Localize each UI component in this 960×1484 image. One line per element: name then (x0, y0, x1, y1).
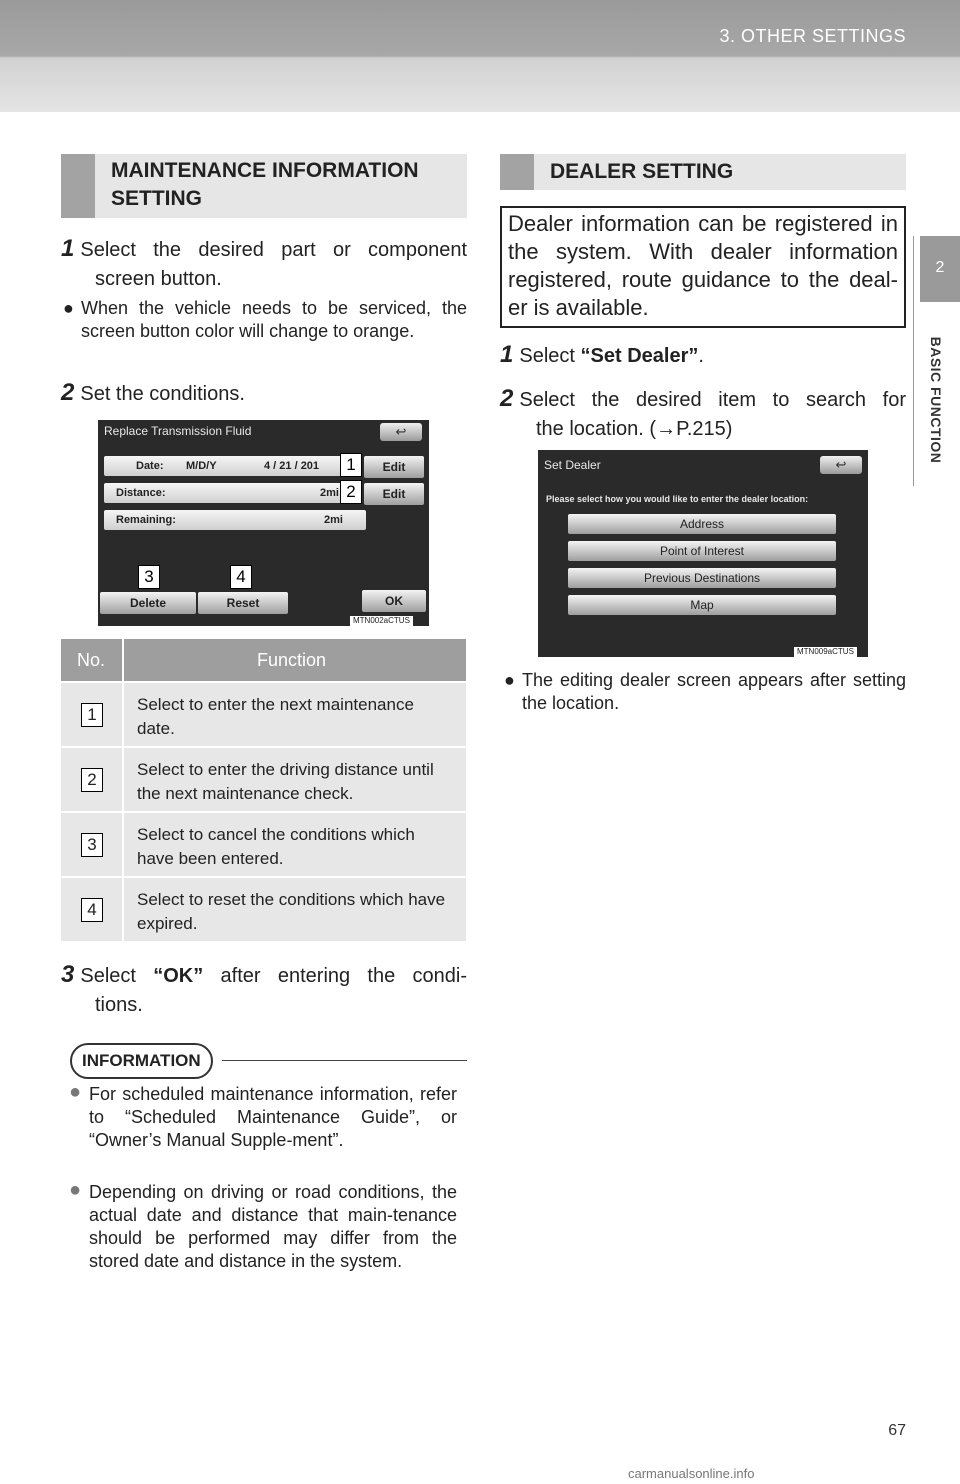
image-code: MTN009aCTUS (794, 647, 857, 657)
column-divider (122, 639, 124, 681)
bullet-text: When the vehicle needs to be serviced, the screen button color will change to orange. (81, 298, 467, 341)
delete-button[interactable]: Delete (100, 592, 196, 614)
ok-button[interactable]: OK (362, 590, 426, 612)
column-divider (122, 748, 124, 811)
bullet-icon: ● (504, 670, 515, 690)
date-value: 4 / 21 / 201 (264, 460, 320, 472)
remaining-label: Remaining: (116, 514, 176, 526)
image-code: MTN002aCTUS (350, 616, 413, 626)
previous-destinations-button[interactable]: Previous Destinations (568, 568, 836, 588)
step-1 (61, 234, 467, 294)
step-number: 1 (61, 235, 75, 262)
bullet-note (504, 669, 906, 715)
table-row (61, 746, 466, 811)
table-header (61, 639, 466, 681)
bullet-text: The editing dealer screen appears after setting the location. (522, 670, 906, 713)
callout-marker: 2 (340, 480, 362, 504)
back-icon[interactable]: ↩ (380, 423, 422, 441)
page-header (0, 0, 960, 112)
row-number: 3 (81, 833, 103, 857)
step-number: 2 (500, 385, 514, 412)
column-divider (122, 878, 124, 941)
section-title-line2: SETTING (111, 187, 203, 210)
step-text-cont: tions. (95, 994, 143, 1016)
step-text: Set the conditions. (80, 383, 245, 405)
row-number: 4 (81, 898, 103, 922)
distance-value: 2mi (320, 487, 339, 499)
side-tab-text: BASIC FUNCTION (928, 336, 944, 464)
watermark: carmanualsonline.info (628, 1466, 755, 1481)
screen-title: Replace Transmission Fluid (104, 424, 252, 438)
bullet-icon: ● (69, 1179, 82, 1201)
row-number: 2 (81, 768, 103, 792)
remaining-field (104, 510, 366, 530)
header-no: No. (77, 650, 106, 670)
info-item (69, 1179, 457, 1273)
section-marker (500, 154, 534, 190)
bullet-icon: ● (69, 1081, 82, 1103)
row-function: Select to enter the driving distance until the next maintenance check. (137, 760, 434, 803)
step-text: after entering the condi- (203, 965, 467, 987)
callout-marker: 3 (138, 565, 160, 589)
step-1 (500, 340, 906, 371)
step-text-cont: the location. (→P.215) (536, 418, 733, 440)
address-button[interactable]: Address (568, 514, 836, 534)
callout-marker: 1 (340, 453, 362, 477)
page-number: 67 (888, 1422, 906, 1439)
side-divider (913, 236, 914, 486)
row-function: Select to reset the conditions which have expired. (137, 890, 446, 933)
section-title: DEALER SETTING (550, 160, 734, 183)
bullet-note (63, 297, 467, 343)
section-marker (61, 154, 95, 218)
reset-button[interactable]: Reset (198, 592, 288, 614)
side-tab-number: 2 (920, 236, 960, 302)
table-row (61, 681, 466, 746)
dealer-intro-box: Dealer information can be registered in the system. With dealer information registered, route guidance to the deal-er is available. (500, 206, 906, 328)
date-format: M/D/Y (186, 460, 217, 472)
step-2 (61, 378, 467, 409)
distance-label: Distance: (116, 487, 166, 499)
section-title (111, 157, 419, 213)
side-tab-label (922, 316, 950, 496)
step-text: . (698, 345, 704, 367)
function-table (61, 639, 466, 941)
bullet-icon: ● (63, 298, 74, 318)
step-text: Select the desired item to search for (519, 389, 906, 411)
header-function: Function (257, 650, 327, 670)
info-item (69, 1081, 457, 1152)
back-icon[interactable]: ↩ (820, 456, 862, 474)
row-function: Select to enter the next maintenance date. (137, 695, 414, 738)
step-text: Select the desired part or component (80, 239, 467, 261)
date-label: Date: (136, 460, 164, 472)
maintenance-section-header (61, 154, 467, 218)
set-dealer-screen-image (538, 450, 868, 657)
point-of-interest-button[interactable]: Point of Interest (568, 541, 836, 561)
distance-field[interactable] (104, 483, 360, 503)
step-text: Select (80, 965, 154, 987)
column-divider (122, 683, 124, 746)
chapter-title: 3. OTHER SETTINGS (719, 26, 906, 46)
info-text: Depending on driving or road conditions, the actual date and distance that main-tenance should be performed may differ from the stored date and distance in the system. (89, 1182, 457, 1271)
maintenance-screen-image (98, 420, 429, 626)
information-rule (222, 1060, 467, 1061)
screen-title: Set Dealer (544, 458, 601, 472)
step-emph: “Set Dealer” (580, 345, 699, 367)
step-3 (61, 960, 467, 1020)
remaining-value: 2mi (324, 514, 343, 526)
column-divider (122, 813, 124, 876)
step-text: Select (519, 345, 581, 367)
edit-distance-button[interactable]: Edit (364, 483, 424, 505)
step-text-cont: screen button. (95, 268, 222, 290)
date-field[interactable] (104, 456, 360, 476)
step-number: 1 (500, 341, 514, 368)
edit-date-button[interactable]: Edit (364, 456, 424, 478)
row-function: Select to cancel the conditions which have been entered. (137, 825, 415, 868)
map-button[interactable]: Map (568, 595, 836, 615)
step-2 (500, 384, 906, 444)
step-emph: “OK” (153, 965, 204, 987)
step-number: 3 (61, 961, 75, 988)
step-number: 2 (61, 379, 75, 406)
row-number: 1 (81, 703, 103, 727)
dealer-section-header (500, 154, 906, 190)
table-row (61, 876, 466, 941)
table-row (61, 811, 466, 876)
screen-prompt: Please select how you would like to enter the dealer location: (546, 494, 809, 504)
info-text: For scheduled maintenance information, refer to “Scheduled Maintenance Guide”, or “Owner’s Manual Supple-ment”. (89, 1084, 457, 1150)
callout-marker: 4 (230, 565, 252, 589)
section-title-line1: MAINTENANCE INFORMATION (111, 159, 419, 182)
information-label: INFORMATION (70, 1043, 213, 1079)
